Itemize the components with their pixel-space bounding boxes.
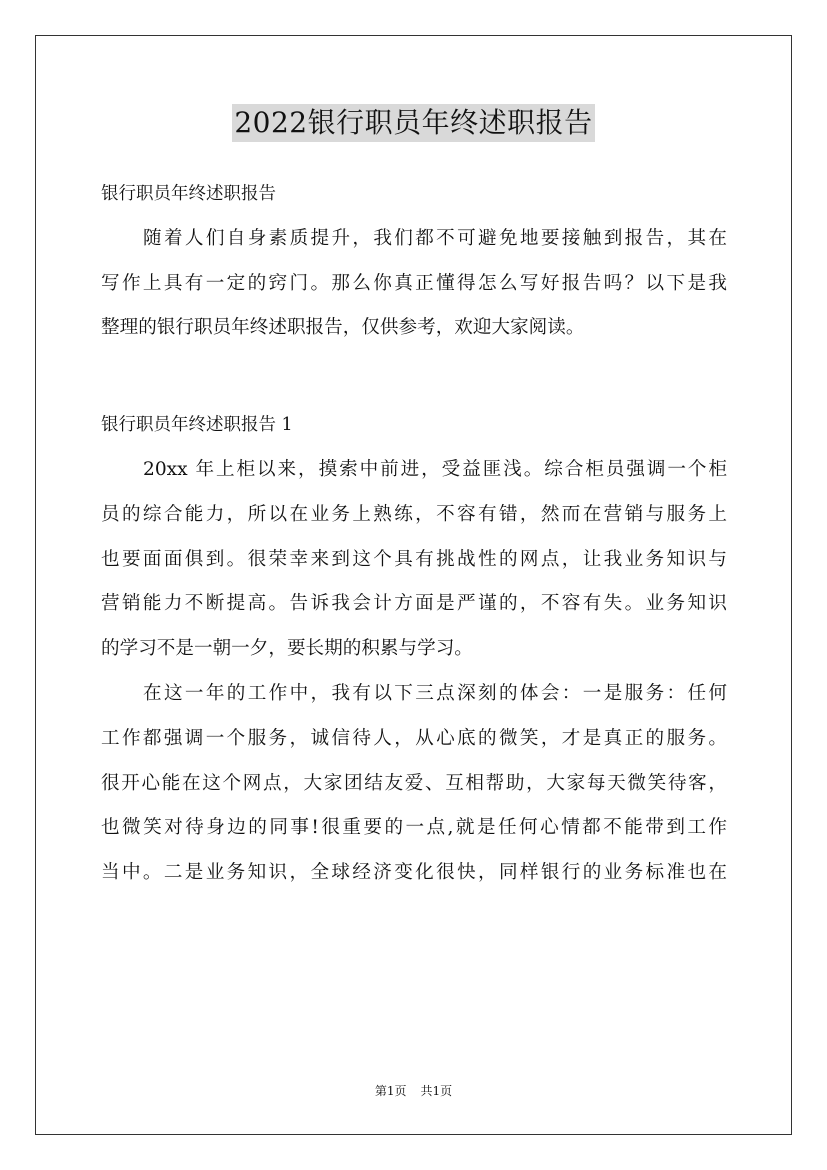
paragraph-line: 也微笑对待身边的同事!很重要的一点,就是任何心情都不能带到工作 bbox=[101, 817, 727, 839]
paragraph-line: 也要面面俱到。很荣幸来到这个具有挑战性的网点，让我业务知识与 bbox=[101, 548, 727, 570]
paragraph-line: 在这一年的工作中，我有以下三点深刻的体会：一是服务：任何 bbox=[143, 682, 727, 704]
paragraph-gap bbox=[101, 351, 727, 403]
paragraph-1 bbox=[101, 448, 727, 672]
paragraph-line: 20xx 年上柜以来，摸索中前进，受益匪浅。综合柜员强调一个柜 bbox=[143, 458, 727, 480]
paragraph-line: 整理的银行职员年终述职报告，仅供参考，欢迎大家阅读。 bbox=[101, 317, 585, 339]
paragraph-line: 员的综合能力，所以在业务上熟练，不容有错，然而在营销与服务上 bbox=[101, 503, 727, 525]
page-number: 第1页 bbox=[374, 1084, 407, 1098]
intro-paragraph bbox=[101, 217, 727, 351]
paragraph-line: 很开心能在这个网点，大家团结友爱、互相帮助，大家每天微笑待客， bbox=[101, 772, 727, 794]
document-title: 2022银行职员年终述职报告 bbox=[232, 104, 594, 142]
paragraph-2 bbox=[101, 672, 727, 896]
document-subtitle: 银行职员年终述职报告 bbox=[101, 184, 276, 204]
document-title-container bbox=[0, 104, 827, 142]
section-heading: 银行职员年终述职报告 1 bbox=[101, 415, 293, 436]
paragraph-line: 写作上具有一定的窍门。那么你真正懂得怎么写好报告吗？以下是我 bbox=[101, 272, 727, 294]
document-body bbox=[101, 172, 727, 896]
page-footer bbox=[0, 1082, 827, 1100]
paragraph-line: 工作都强调一个服务，诚信待人，从心底的微笑，才是真正的服务。 bbox=[101, 727, 727, 749]
page-total: 共1页 bbox=[420, 1084, 453, 1098]
paragraph-line: 营销能力不断提高。告诉我会计方面是严谨的，不容有失。业务知识 bbox=[101, 593, 727, 615]
paragraph-line: 随着人们自身素质提升，我们都不可避免地要接触到报告，其在 bbox=[143, 227, 727, 249]
paragraph-line: 的学习不是一朝一夕，要长期的积累与学习。 bbox=[101, 638, 473, 660]
paragraph-line: 当中。二是业务知识，全球经济变化很快，同样银行的业务标准也在 bbox=[101, 862, 727, 884]
